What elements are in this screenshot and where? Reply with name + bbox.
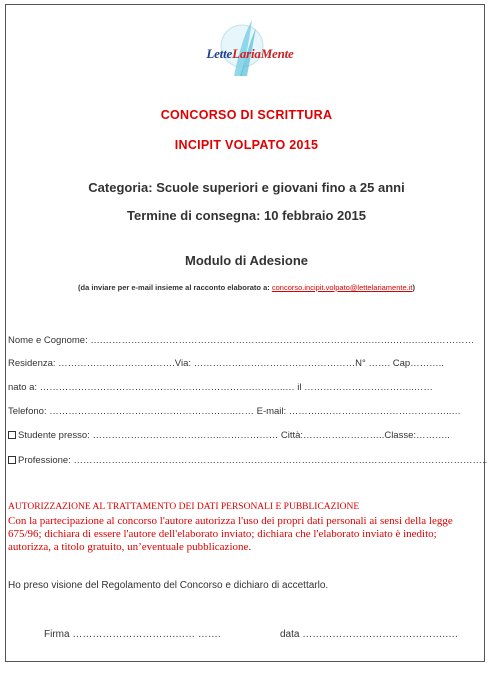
authorization-heading: AUTORIZZAZIONE AL TRATTAMENTO DEI DATI PERSONALI E PUBBLICAZIONE: [8, 502, 360, 512]
signature-field[interactable]: Firma ………………………….…… …….: [44, 629, 221, 640]
form-title: Modulo di Adesione: [184, 253, 308, 268]
logo-part2: LariaMente: [232, 46, 294, 61]
category-line: Categoria: Scuole superiori e giovani fino a 25 anni: [88, 180, 405, 195]
logo-wordmark: [190, 46, 310, 62]
date-field[interactable]: data …………………………………….….: [280, 629, 458, 640]
note-end: ): [412, 283, 415, 292]
phone-email-field[interactable]: Telefono: …………………………………………………..…… E-mail: ………..…………………………………..…: [8, 406, 461, 417]
residence-field[interactable]: Residenza: ……………………………….Via: ……………………………………………N° ……. Cap………..: [8, 358, 444, 369]
authorization-body: Con la partecipazione al concorso l'autore autorizza l'uso dei propri dati personali ai sensi della legge 675/96; dichiara di essere l'autore dell'elaborato inviato; dichiara che l'elaborato inviato è inedito; autorizza, a titolo gratuito, un’eventuale pubblicazione.: [8, 515, 453, 553]
lettelariamente-logo: [190, 16, 310, 80]
student-field-label: Studente presso: …………………………………..……………… Città:……………………..Classe:………..: [18, 430, 450, 441]
contest-subtitle: INCIPIT VOLPATO 2015: [174, 138, 319, 152]
logo-part1: Lette: [206, 46, 233, 61]
student-field[interactable]: [8, 430, 450, 441]
name-field[interactable]: Nome e Cognome: ….………………………………………………………………………….…….…….….……………: [8, 335, 475, 346]
contest-title: CONCORSO DI SCRITTURA: [160, 108, 333, 122]
submission-note: [0, 283, 493, 292]
profession-field-label: Professione: …………………………………………………………………………………………………………………..: [18, 455, 488, 466]
profession-field[interactable]: [8, 455, 487, 466]
note-text: (da inviare per e-mail insieme al racconto elaborato a:: [78, 283, 272, 292]
contest-email-link[interactable]: concorso.incipit.volpato@lettelariamente.it: [271, 283, 413, 292]
deadline-line: Termine di consegna: 10 febbraio 2015: [127, 208, 366, 223]
page-frame: [5, 4, 488, 662]
profession-checkbox[interactable]: [8, 456, 16, 464]
acceptance-statement: Ho preso visione del Regolamento del Concorso e dichiaro di accettarlo.: [8, 580, 329, 591]
student-checkbox[interactable]: [8, 431, 16, 439]
birthplace-field[interactable]: nato a: ………………………………………………………….………..… il ……………………………..……: [8, 382, 433, 393]
